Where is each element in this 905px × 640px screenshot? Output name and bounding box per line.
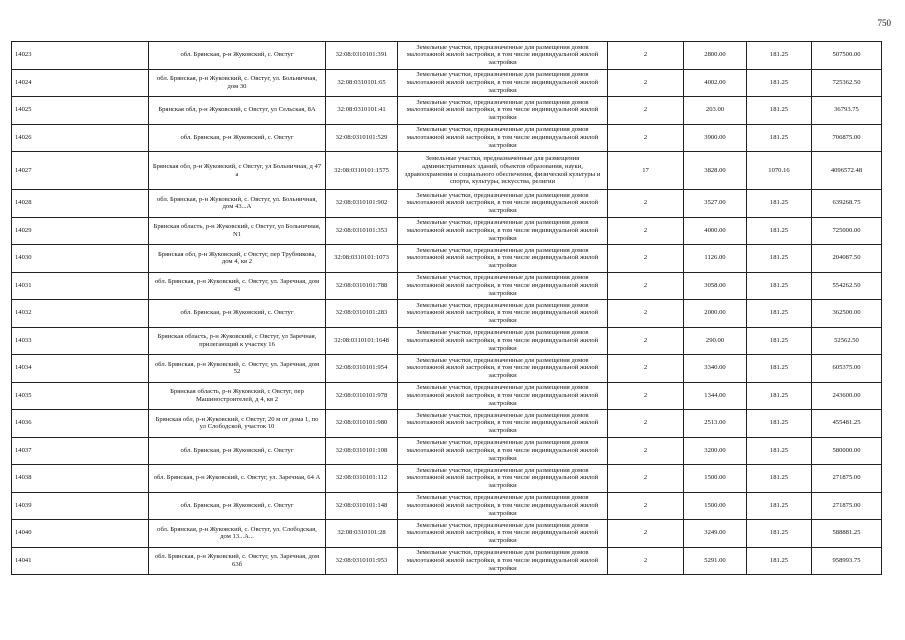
land-use-cell: Земельные участки, предназначенные для размещения домов малоэтажной жилой застройки, в том числе индивидуальной жилой застройки — [398, 300, 608, 328]
rate-cell: 181.25 — [747, 124, 812, 152]
category-cell: 17 — [608, 152, 684, 190]
address-cell: обл. Брянская, р-н Жуковский, с. Овстуг — [149, 124, 326, 152]
category-cell: 2 — [608, 42, 684, 70]
row-number: 14029 — [12, 217, 149, 245]
category-cell: 2 — [608, 190, 684, 218]
rate-cell: 181.25 — [747, 547, 812, 575]
cadastral-number-cell: 32:08:0310101:954 — [326, 355, 398, 383]
category-cell: 2 — [608, 437, 684, 465]
area-cell: 3828.00 — [684, 152, 747, 190]
table-row — [12, 520, 882, 548]
cadastral-number-cell: 32:08:0310101:353 — [326, 217, 398, 245]
area-cell: 2000.00 — [684, 300, 747, 328]
row-number: 14028 — [12, 190, 149, 218]
table-row — [12, 465, 882, 493]
land-registry-table — [11, 41, 882, 575]
cadastral-value-cell: 455481.25 — [812, 410, 882, 438]
rate-cell: 181.25 — [747, 69, 812, 97]
rate-cell: 181.25 — [747, 327, 812, 355]
row-number: 14041 — [12, 547, 149, 575]
cadastral-value-cell: 271875.00 — [812, 492, 882, 520]
category-cell: 2 — [608, 382, 684, 410]
table-row — [12, 382, 882, 410]
area-cell: 3249.00 — [684, 520, 747, 548]
area-cell: 1500.00 — [684, 492, 747, 520]
cadastral-value-cell: 554262.50 — [812, 272, 882, 300]
cadastral-value-cell: 204087.50 — [812, 245, 882, 273]
cadastral-value-cell: 580000.00 — [812, 437, 882, 465]
table-row — [12, 217, 882, 245]
area-cell: 3340.00 — [684, 355, 747, 383]
cadastral-value-cell: 958993.75 — [812, 547, 882, 575]
category-cell: 2 — [608, 410, 684, 438]
category-cell: 2 — [608, 355, 684, 383]
row-number: 14037 — [12, 437, 149, 465]
cadastral-value-cell: 588881.25 — [812, 520, 882, 548]
table-row — [12, 492, 882, 520]
category-cell: 2 — [608, 124, 684, 152]
category-cell: 2 — [608, 327, 684, 355]
rate-cell: 181.25 — [747, 382, 812, 410]
category-cell: 2 — [608, 245, 684, 273]
table-row — [12, 245, 882, 273]
address-cell: обл. Брянская, р-н Жуковский, с. Овстуг — [149, 42, 326, 70]
land-use-cell: Земельные участки, предназначенные для размещения домов малоэтажной жилой застройки, в том числе индивидуальной жилой застройки — [398, 327, 608, 355]
category-cell: 2 — [608, 547, 684, 575]
category-cell: 2 — [608, 520, 684, 548]
address-cell: обл. Брянская, р-н Жуковский, с. Овстуг, ул. Заречная, дом 52 — [149, 355, 326, 383]
cadastral-value-cell: 725362.50 — [812, 69, 882, 97]
cadastral-number-cell: 32:08:0310101:391 — [326, 42, 398, 70]
cadastral-number-cell: 32:08:0310101:1648 — [326, 327, 398, 355]
table-row — [12, 152, 882, 190]
address-cell: Брянская область, р-н Жуковский, с Овстуг, ул Заречная, прилегающий к участку 16 — [149, 327, 326, 355]
cadastral-value-cell: 507500.00 — [812, 42, 882, 70]
row-number: 14035 — [12, 382, 149, 410]
area-cell: 2800.00 — [684, 42, 747, 70]
cadastral-number-cell: 32:08:0310101:953 — [326, 547, 398, 575]
row-number: 14023 — [12, 42, 149, 70]
row-number: 14039 — [12, 492, 149, 520]
address-cell: Брянская обл, р-н Жуковский, с Овстуг, пер Трубникова, дом 4, кв 2 — [149, 245, 326, 273]
area-cell: 3527.00 — [684, 190, 747, 218]
category-cell: 2 — [608, 465, 684, 493]
cadastral-value-cell: 706875.00 — [812, 124, 882, 152]
land-use-cell: Земельные участки, предназначенные для размещения домов малоэтажной жилой застройки, в том числе индивидуальной жилой застройки — [398, 245, 608, 273]
land-use-cell: Земельные участки, предназначенные для размещения домов малоэтажной жилой застройки, в том числе индивидуальной жилой застройки — [398, 124, 608, 152]
table-row — [12, 190, 882, 218]
cadastral-number-cell: 32:08:0310101:1575 — [326, 152, 398, 190]
land-use-cell: Земельные участки, предназначенные для размещения домов малоэтажной жилой застройки, в том числе индивидуальной жилой застройки — [398, 547, 608, 575]
row-number: 14038 — [12, 465, 149, 493]
table-row — [12, 272, 882, 300]
area-cell: 3900.00 — [684, 124, 747, 152]
area-cell: 4000.00 — [684, 217, 747, 245]
address-cell: обл. Брянская, р-н Жуковский, с. Овстуг, ул. Заречная, 64 А — [149, 465, 326, 493]
row-number: 14033 — [12, 327, 149, 355]
cadastral-value-cell: 605375.00 — [812, 355, 882, 383]
rate-cell: 181.25 — [747, 97, 812, 125]
cadastral-number-cell: 32:08:0310101:529 — [326, 124, 398, 152]
cadastral-number-cell: 32:08:0310101:978 — [326, 382, 398, 410]
rate-cell: 181.25 — [747, 300, 812, 328]
cadastral-value-cell: 362500.00 — [812, 300, 882, 328]
area-cell: 5291.00 — [684, 547, 747, 575]
table-row — [12, 437, 882, 465]
row-number: 14030 — [12, 245, 149, 273]
land-use-cell: Земельные участки, предназначенные для размещения домов малоэтажной жилой застройки, в том числе индивидуальной жилой застройки — [398, 410, 608, 438]
cadastral-number-cell: 32:08:0310101:28 — [326, 520, 398, 548]
cadastral-value-cell: 271875.00 — [812, 465, 882, 493]
row-number: 14025 — [12, 97, 149, 125]
rate-cell: 181.25 — [747, 272, 812, 300]
area-cell: 290.00 — [684, 327, 747, 355]
address-cell: Брянская обл, р-н Жуковский, с Овстуг, 20 м от дома 1, по ул Слободской, участок 10 — [149, 410, 326, 438]
row-number: 14024 — [12, 69, 149, 97]
rate-cell: 181.25 — [747, 437, 812, 465]
cadastral-value-cell: 4096572.48 — [812, 152, 882, 190]
land-use-cell: Земельные участки, предназначенные для размещения домов малоэтажной жилой застройки, в том числе индивидуальной жилой застройки — [398, 382, 608, 410]
cadastral-number-cell: 32:08:0310101:980 — [326, 410, 398, 438]
table-row — [12, 327, 882, 355]
page-number: 750 — [877, 18, 891, 28]
rate-cell: 181.25 — [747, 190, 812, 218]
rate-cell: 181.25 — [747, 217, 812, 245]
row-number: 14040 — [12, 520, 149, 548]
land-use-cell: Земельные участки, предназначенные для размещения домов малоэтажной жилой застройки, в том числе индивидуальной жилой застройки — [398, 465, 608, 493]
area-cell: 3200.00 — [684, 437, 747, 465]
cadastral-number-cell: 32:08:0310101:788 — [326, 272, 398, 300]
land-use-cell: Земельные участки, предназначенные для размещения административных зданий, объектов образования, науки, здравоохранения и социального обеспечения, физической культуры и спорта, культуры, искусства, религии — [398, 152, 608, 190]
area-cell: 3058.00 — [684, 272, 747, 300]
land-use-cell: Земельные участки, предназначенные для размещения домов малоэтажной жилой застройки, в том числе индивидуальной жилой застройки — [398, 217, 608, 245]
table-body — [12, 42, 882, 575]
address-cell: обл. Брянская, р-н Жуковский, с. Овстуг, ул. Слободская, дом 13...А... — [149, 520, 326, 548]
land-use-cell: Земельные участки, предназначенные для размещения домов малоэтажной жилой застройки, в том числе индивидуальной жилой застройки — [398, 190, 608, 218]
address-cell: обл. Брянская, р-н Жуковский, с. Овстуг, ул. Больничная, дом 30 — [149, 69, 326, 97]
cadastral-value-cell: 36793.75 — [812, 97, 882, 125]
cadastral-number-cell: 32:08:0310101:1073 — [326, 245, 398, 273]
category-cell: 2 — [608, 97, 684, 125]
area-cell: 2513.00 — [684, 410, 747, 438]
rate-cell: 181.25 — [747, 465, 812, 493]
rate-cell: 181.25 — [747, 410, 812, 438]
rate-cell: 181.25 — [747, 492, 812, 520]
table-row — [12, 355, 882, 383]
rate-cell: 181.25 — [747, 520, 812, 548]
cadastral-number-cell: 32:08:0310101:112 — [326, 465, 398, 493]
land-use-cell: Земельные участки, предназначенные для размещения домов малоэтажной жилой застройки, в том числе индивидуальной жилой застройки — [398, 42, 608, 70]
row-number: 14031 — [12, 272, 149, 300]
land-use-cell: Земельные участки, предназначенные для размещения домов малоэтажной жилой застройки, в том числе индивидуальной жилой застройки — [398, 520, 608, 548]
rate-cell: 181.25 — [747, 42, 812, 70]
address-cell: Брянская область, р-н Жуковский, с Овстуг, пер Машиностроителей, д 4, кв 2 — [149, 382, 326, 410]
cadastral-number-cell: 32:08:0310101:283 — [326, 300, 398, 328]
row-number: 14026 — [12, 124, 149, 152]
area-cell: 1500.00 — [684, 465, 747, 493]
land-use-cell: Земельные участки, предназначенные для размещения домов малоэтажной жилой застройки, в том числе индивидуальной жилой застройки — [398, 69, 608, 97]
area-cell: 203.00 — [684, 97, 747, 125]
area-cell: 4002.00 — [684, 69, 747, 97]
rate-cell: 181.25 — [747, 245, 812, 273]
category-cell: 2 — [608, 69, 684, 97]
table-row — [12, 300, 882, 328]
category-cell: 2 — [608, 272, 684, 300]
table-row — [12, 124, 882, 152]
land-use-cell: Земельные участки, предназначенные для размещения домов малоэтажной жилой застройки, в том числе индивидуальной жилой застройки — [398, 437, 608, 465]
cadastral-value-cell: 52562.50 — [812, 327, 882, 355]
row-number: 14027 — [12, 152, 149, 190]
table-row — [12, 69, 882, 97]
cadastral-number-cell: 32:08:0310101:108 — [326, 437, 398, 465]
category-cell: 2 — [608, 492, 684, 520]
land-use-cell: Земельные участки, предназначенные для размещения домов малоэтажной жилой застройки, в том числе индивидуальной жилой застройки — [398, 97, 608, 125]
cadastral-number-cell: 32:08:0310101:148 — [326, 492, 398, 520]
table-row — [12, 42, 882, 70]
address-cell: обл. Брянская, р-н Жуковский, с. Овстуг — [149, 437, 326, 465]
address-cell: обл. Брянская, р-н Жуковский, с. Овстуг, ул. Заречная, дом 63б — [149, 547, 326, 575]
address-cell: Брянская обл, р-н Жуковский, с Овстуг, ул Больничная, д 47 а — [149, 152, 326, 190]
land-use-cell: Земельные участки, предназначенные для размещения домов малоэтажной жилой застройки, в том числе индивидуальной жилой застройки — [398, 492, 608, 520]
category-cell: 2 — [608, 217, 684, 245]
cadastral-number-cell: 32:08:0310101:65 — [326, 69, 398, 97]
cadastral-value-cell: 243600.00 — [812, 382, 882, 410]
address-cell: обл. Брянская, р-н Жуковский, с. Овстуг, ул. Заречная, дом 43 — [149, 272, 326, 300]
rate-cell: 181.25 — [747, 355, 812, 383]
cadastral-value-cell: 725000.00 — [812, 217, 882, 245]
address-cell: обл. Брянская, р-н Жуковский, с. Овстуг — [149, 492, 326, 520]
address-cell: Брянская обл, р-н Жуковский, с Овстуг, ул Сельская, 8А — [149, 97, 326, 125]
area-cell: 1344.00 — [684, 382, 747, 410]
row-number: 14032 — [12, 300, 149, 328]
table-row — [12, 97, 882, 125]
area-cell: 1126.00 — [684, 245, 747, 273]
address-cell: обл. Брянская, р-н Жуковский, с. Овстуг, ул. Больничная, дом 43...А — [149, 190, 326, 218]
cadastral-number-cell: 32:08:0310101:902 — [326, 190, 398, 218]
cadastral-value-cell: 639268.75 — [812, 190, 882, 218]
category-cell: 2 — [608, 300, 684, 328]
land-use-cell: Земельные участки, предназначенные для размещения домов малоэтажной жилой застройки, в том числе индивидуальной жилой застройки — [398, 272, 608, 300]
table-row — [12, 410, 882, 438]
address-cell: обл. Брянская, р-н Жуковский, с. Овстуг — [149, 300, 326, 328]
row-number: 14036 — [12, 410, 149, 438]
cadastral-number-cell: 32:08:0310101:41 — [326, 97, 398, 125]
address-cell: Брянская область, р-н Жуковский, с Овстуг, ул Больничная, N1 — [149, 217, 326, 245]
rate-cell: 1070.16 — [747, 152, 812, 190]
row-number: 14034 — [12, 355, 149, 383]
table-row — [12, 547, 882, 575]
land-use-cell: Земельные участки, предназначенные для размещения домов малоэтажной жилой застройки, в том числе индивидуальной жилой застройки — [398, 355, 608, 383]
